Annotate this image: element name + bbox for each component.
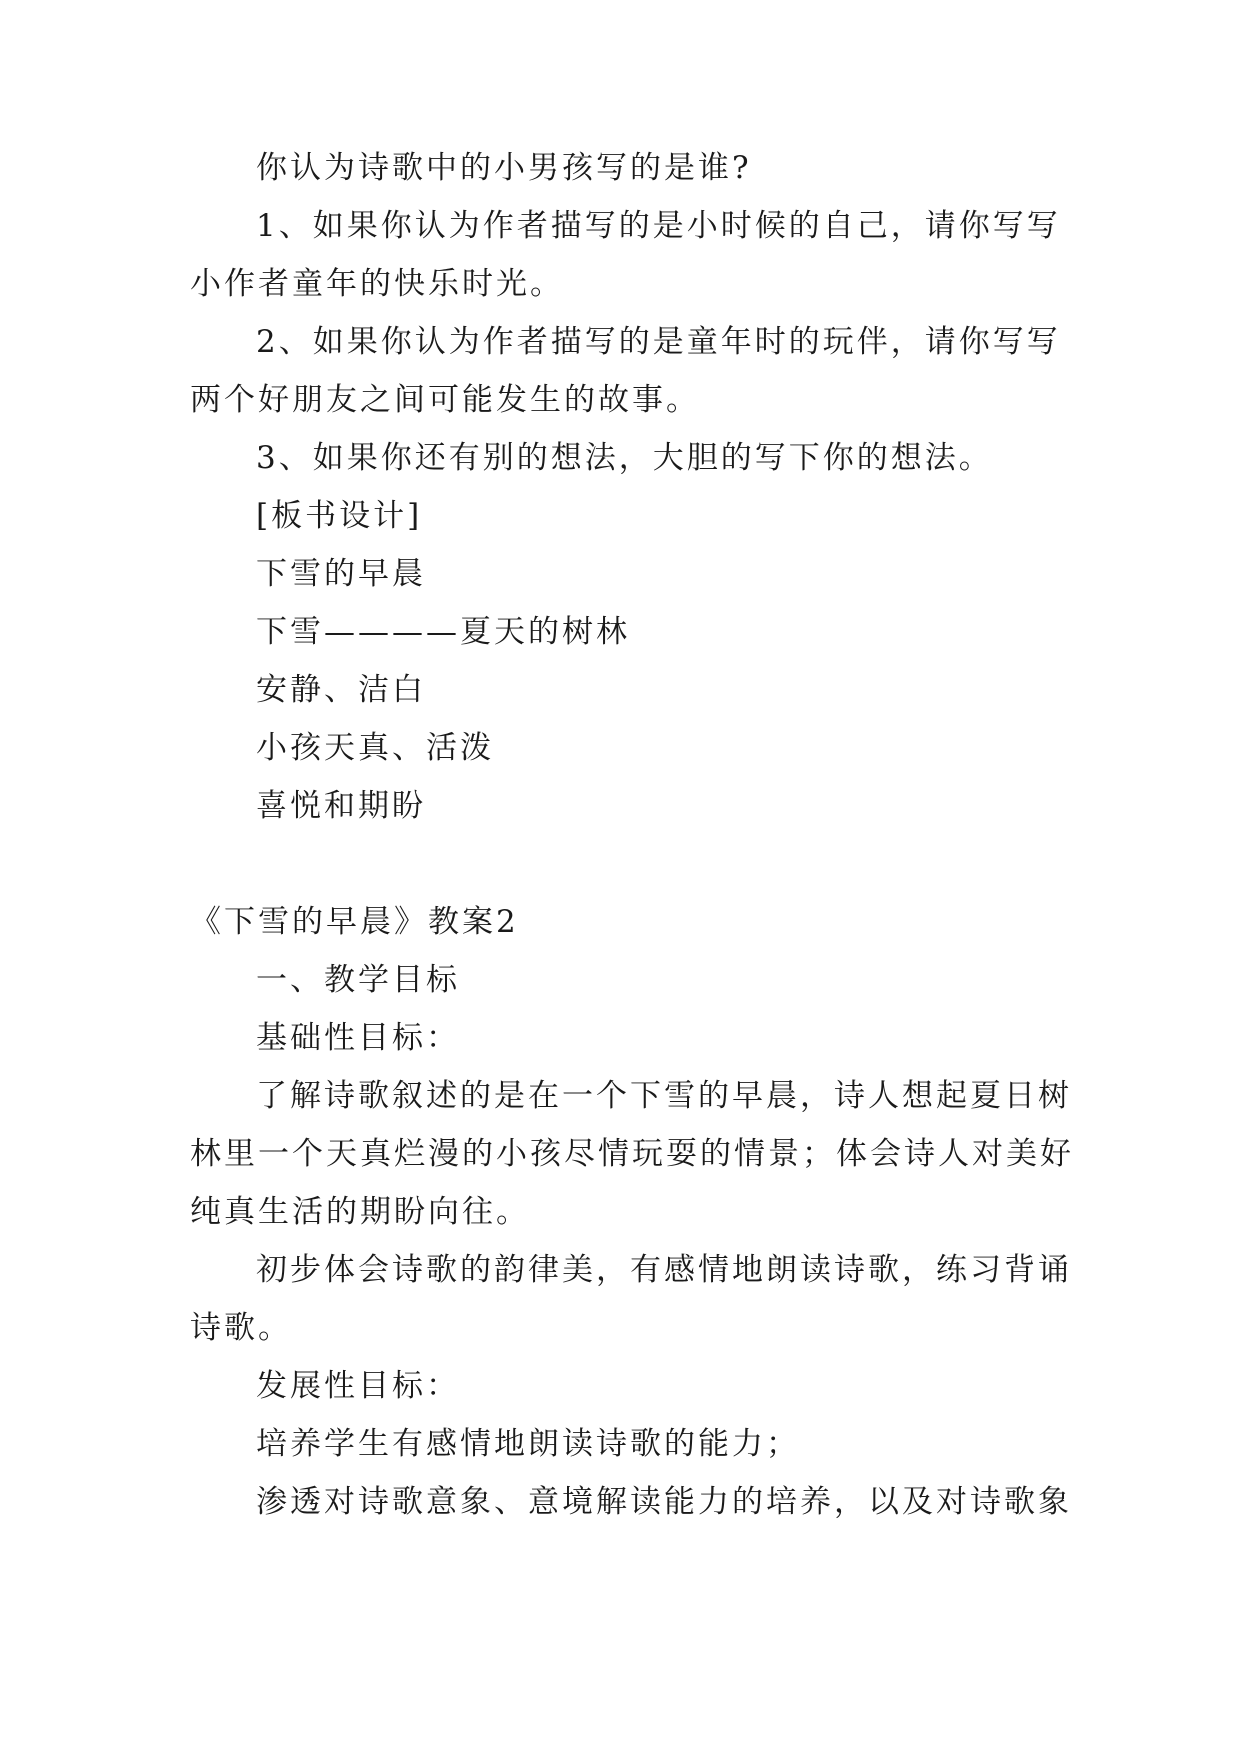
subheading: 发展性目标： <box>256 1368 460 1404</box>
board-design-line: 安静、洁白 <box>256 672 426 708</box>
board-design-line: 喜悦和期盼 <box>256 788 426 824</box>
paragraph-line: 纯真生活的期盼向往。 <box>190 1194 530 1230</box>
board-design-line: 小孩天真、活泼 <box>256 730 494 766</box>
section-heading: 一、教学目标 <box>256 962 460 998</box>
paragraph-line: 了解诗歌叙述的是在一个下雪的早晨，诗人想起夏日树 <box>256 1078 1072 1114</box>
paragraph-line: 3、如果你还有别的想法，大胆的写下你的想法。 <box>256 440 993 476</box>
paragraph-line: 诗歌。 <box>190 1310 292 1346</box>
paragraph-line: 1、如果你认为作者描写的是小时候的自己，请你写写 <box>256 208 1061 244</box>
section-title: 《下雪的早晨》教案2 <box>190 904 519 940</box>
paragraph-line: 你认为诗歌中的小男孩写的是谁? <box>256 150 752 186</box>
paragraph-line: 小作者童年的快乐时光。 <box>190 266 564 302</box>
subheading: 基础性目标： <box>256 1020 460 1056</box>
paragraph-line: 林里一个天真烂漫的小孩尽情玩耍的情景；体会诗人对美好 <box>190 1136 1074 1172</box>
paragraph-line: 培养学生有感情地朗读诗歌的能力； <box>256 1426 800 1462</box>
paragraph-line: 初步体会诗歌的韵律美，有感情地朗读诗歌，练习背诵 <box>256 1252 1072 1288</box>
paragraph-line: 2、如果你认为作者描写的是童年时的玩伴，请你写写 <box>256 324 1061 360</box>
board-design-line: 下雪的早晨 <box>256 556 426 592</box>
board-design-heading: [板书设计] <box>256 498 423 534</box>
board-design-line: 下雪————夏天的树林 <box>256 614 630 650</box>
paragraph-line: 两个好朋友之间可能发生的故事。 <box>190 382 700 418</box>
paragraph-line: 渗透对诗歌意象、意境解读能力的培养，以及对诗歌象 <box>256 1484 1072 1520</box>
